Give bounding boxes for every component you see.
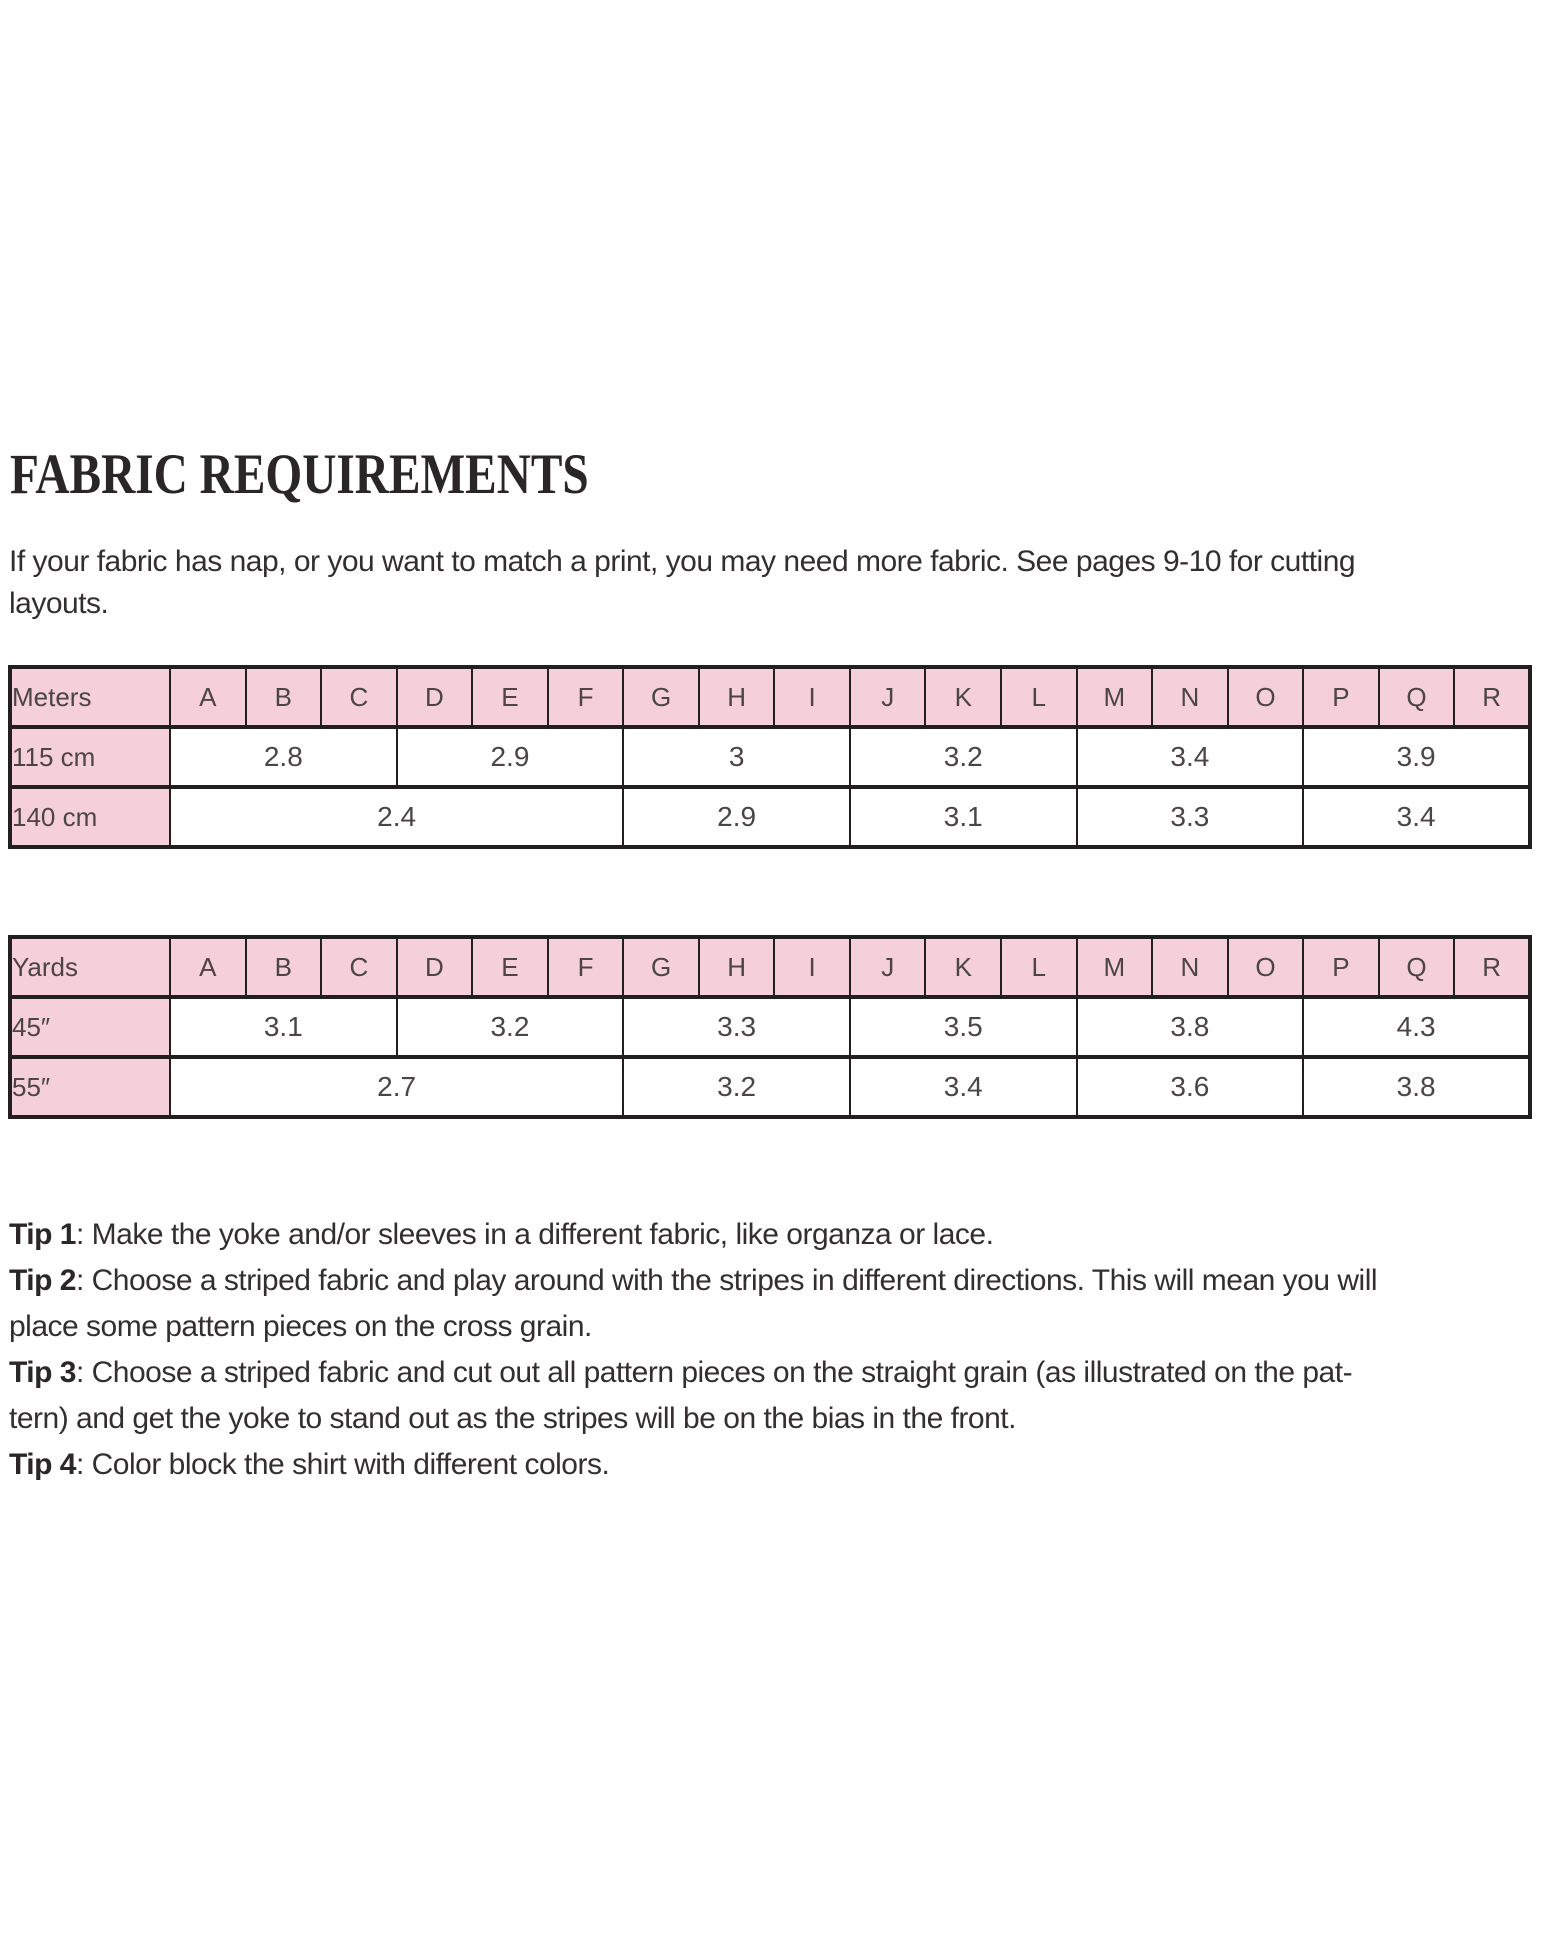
fabric-width-label: 140 cm (10, 787, 170, 847)
tip-line-2 (9, 1258, 1377, 1304)
intro-line-2: layouts. (9, 587, 109, 620)
fabric-amount-cell: 3.2 (850, 727, 1077, 787)
size-col-M: M (1077, 937, 1153, 997)
fabric-amount-cell: 3.2 (623, 1057, 850, 1117)
size-col-I: I (774, 937, 850, 997)
fabric-amount-cell: 3.9 (1303, 727, 1530, 787)
size-col-K: K (925, 667, 1001, 727)
tip-label: Tip 4 (9, 1448, 76, 1481)
tip-text: : Make the yoke and/or sleeves in a different fabric, like organza or lace. (75, 1218, 994, 1251)
page-title: FABRIC REQUIREMENTS (10, 443, 589, 506)
fabric-amount-cell: 2.9 (397, 727, 624, 787)
fabric-width-label: 115 cm (10, 727, 170, 787)
fabric-amount-cell: 3.3 (623, 997, 850, 1057)
size-col-B: B (246, 937, 322, 997)
size-col-J: J (850, 667, 926, 727)
tip-text: : Color block the shirt with different colors. (75, 1448, 610, 1481)
size-col-R: R (1454, 937, 1530, 997)
tips (9, 1212, 1377, 1488)
tip-text: : Choose a striped fabric and play around with the stripes in different directions. This will mean you will (75, 1264, 1378, 1297)
size-col-R: R (1454, 667, 1530, 727)
size-col-P: P (1303, 937, 1379, 997)
size-col-Q: Q (1379, 667, 1455, 727)
tip-line-1 (9, 1212, 1377, 1258)
fabric-amount-cell: 3.5 (850, 997, 1077, 1057)
size-col-G: G (623, 667, 699, 727)
size-col-H: H (699, 667, 775, 727)
size-col-D: D (397, 937, 473, 997)
fabric-row-140cm (10, 787, 1530, 847)
size-col-C: C (321, 667, 397, 727)
size-header-row (10, 667, 1530, 727)
tip-label: Tip 3 (9, 1356, 76, 1389)
size-col-I: I (774, 667, 850, 727)
unit-label-meters: Meters (10, 667, 170, 727)
size-col-B: B (246, 667, 322, 727)
fabric-row-45 (10, 997, 1530, 1057)
tip-line-4 (9, 1350, 1377, 1396)
fabric-amount-cell: 3.8 (1303, 1057, 1530, 1117)
size-col-K: K (925, 937, 1001, 997)
size-col-N: N (1152, 667, 1228, 727)
fabric-row-115cm (10, 727, 1530, 787)
size-col-F: F (548, 667, 624, 727)
size-col-P: P (1303, 667, 1379, 727)
size-col-C: C (321, 937, 397, 997)
size-col-H: H (699, 937, 775, 997)
tip-label: Tip 2 (9, 1264, 76, 1297)
tip-text: place some pattern pieces on the cross grain. (9, 1310, 592, 1343)
size-col-D: D (397, 667, 473, 727)
fabric-amount-cell: 3.2 (397, 997, 624, 1057)
fabric-amount-cell: 3.4 (1303, 787, 1530, 847)
unit-label-yards: Yards (10, 937, 170, 997)
size-col-J: J (850, 937, 926, 997)
fabric-amount-cell: 3.8 (1077, 997, 1304, 1057)
tip-line-3 (9, 1304, 1377, 1350)
size-col-E: E (472, 667, 548, 727)
fabric-amount-cell: 2.7 (170, 1057, 623, 1117)
size-col-A: A (170, 937, 246, 997)
fabric-amount-cell: 2.9 (623, 787, 850, 847)
fabric-amount-cell: 3.1 (850, 787, 1077, 847)
fabric-row-55 (10, 1057, 1530, 1117)
size-col-A: A (170, 667, 246, 727)
intro-paragraph (9, 541, 1355, 625)
fabric-amount-cell: 3 (623, 727, 850, 787)
tip-label: Tip 1 (9, 1218, 76, 1251)
size-col-F: F (548, 937, 624, 997)
intro-line-1: If your fabric has nap, or you want to match a print, you may need more fabric. See pages 9-10 for cutting (9, 545, 1356, 578)
size-header-row (10, 937, 1530, 997)
fabric-amount-cell: 2.8 (170, 727, 397, 787)
tip-line-5 (9, 1396, 1377, 1442)
size-col-Q: Q (1379, 937, 1455, 997)
fabric-amount-cell: 3.4 (1077, 727, 1304, 787)
fabric-width-label: 45″ (10, 997, 170, 1057)
size-col-L: L (1001, 937, 1077, 997)
fabric-amount-cell: 3.3 (1077, 787, 1304, 847)
fabric-amount-cell: 3.4 (850, 1057, 1077, 1117)
fabric-table-meters (8, 665, 1532, 849)
fabric-table-yards (8, 935, 1532, 1119)
tip-text: : Choose a striped fabric and cut out all pattern pieces on the straight grain (as illustrated on the pat- (75, 1356, 1353, 1389)
size-col-O: O (1228, 667, 1304, 727)
fabric-amount-cell: 4.3 (1303, 997, 1530, 1057)
size-col-M: M (1077, 667, 1153, 727)
size-col-N: N (1152, 937, 1228, 997)
size-col-O: O (1228, 937, 1304, 997)
tip-line-6 (9, 1442, 1377, 1488)
fabric-amount-cell: 3.6 (1077, 1057, 1304, 1117)
size-col-G: G (623, 937, 699, 997)
size-col-E: E (472, 937, 548, 997)
fabric-amount-cell: 3.1 (170, 997, 397, 1057)
fabric-amount-cell: 2.4 (170, 787, 623, 847)
size-col-L: L (1001, 667, 1077, 727)
tip-text: tern) and get the yoke to stand out as the stripes will be on the bias in the front. (9, 1402, 1016, 1435)
fabric-width-label: 55″ (10, 1057, 170, 1117)
